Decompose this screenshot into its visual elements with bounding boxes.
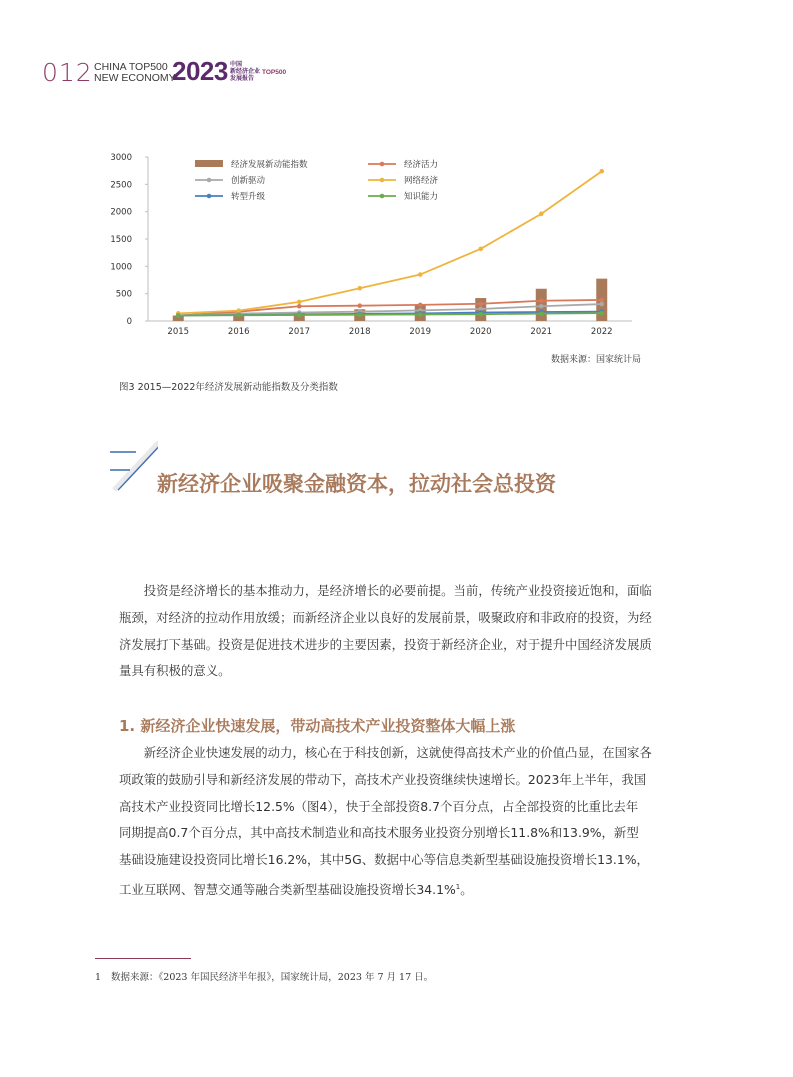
y-tick-label: 2500: [110, 180, 132, 191]
y-tick-label: 0: [126, 317, 132, 327]
logo-line-1: 中国: [230, 61, 243, 68]
footnote-divider: [95, 958, 191, 959]
body-line-6: [119, 874, 672, 904]
body-line-4: 同期提高0.7个百分点，其中高技术制造业和高技术服务业投资分别增长11.8%和13.9%，新型: [119, 825, 639, 841]
legend-swatch-dot: [380, 178, 385, 183]
report-year-logo: 2023: [172, 56, 228, 86]
y-tick-label: 1000: [110, 262, 132, 273]
legend-label: 转型升级: [231, 192, 266, 202]
intro-line-2: 瓶颈，对经济的拉动作用放缓；而新经济企业以良好的发展前景，吸聚政府和非政府的投资，为经: [119, 609, 652, 625]
series-point-network_economy: [418, 272, 423, 277]
y-tick-label: 500: [115, 289, 132, 300]
footnote-number: 1: [95, 972, 102, 983]
x-tick-label: 2015: [167, 327, 190, 337]
body-line-6-text: 工业互联网、智慧交通等融合类新型基础设施投资增长34.1%: [119, 882, 456, 898]
series-point-knowledge_capability: [297, 313, 302, 318]
data-source-note: 数据来源：国家统计局: [550, 355, 641, 365]
page-number: 012: [42, 58, 93, 87]
footnote-text: 数据来源：《2023 年国民经济半年报》，国家统计局，2023 年 7 月 17 日。: [111, 972, 434, 983]
body-line-1: 新经济企业快速发展的动力，核心在于科技创新，这就使得高技术产业的价值凸显，在国家各: [119, 745, 652, 760]
series-point-network_economy: [599, 169, 604, 174]
x-tick-label: 2021: [530, 327, 553, 337]
series-point-innovation_driven: [539, 304, 544, 309]
y-tick-label: 2000: [110, 207, 132, 218]
logo-line-3: 发展报告: [230, 75, 255, 82]
series-point-economic_vitality: [599, 298, 604, 303]
intro-line-1: 投资是经济增长的基本推动力，是经济增长的必要前提。当前，传统产业投资接近饱和，面临: [119, 583, 652, 598]
legend-swatch-dot: [380, 162, 385, 167]
x-tick-label: 2020: [469, 327, 492, 337]
body-line-2: 项政策的鼓励引导和新经济发展的带动下，高技术产业投资继续快速增长。2023年上半年，我国: [119, 771, 647, 787]
series-point-knowledge_capability: [539, 311, 544, 316]
intro-paragraph: [119, 578, 672, 685]
y-tick-label: 1500: [110, 235, 132, 245]
series-point-innovation_driven: [599, 302, 604, 307]
series-point-knowledge_capability: [418, 312, 423, 317]
body-paragraph: [119, 740, 672, 904]
series-line-2: NEW ECONOMY: [94, 72, 176, 84]
intro-line-4: 量具有积极的意义。: [119, 663, 231, 679]
legend-swatch-dot: [380, 194, 385, 199]
body-line-6-end: 。: [460, 882, 473, 898]
series-point-knowledge_capability: [478, 312, 483, 317]
sub-heading: 1. 新经济企业快速发展，带动高技术产业投资整体大幅上涨: [119, 717, 516, 735]
series-point-economic_vitality: [357, 303, 362, 308]
series-point-knowledge_capability: [236, 313, 241, 318]
logo-line-2: 新经济企业: [230, 68, 261, 75]
series-point-network_economy: [357, 286, 362, 291]
section-slash-icon: [108, 440, 158, 492]
body-line-5: 基础设施建设投资同比增长16.2%，其中5G、数据中心等信息类新型基础设施投资增长13.1%，: [119, 852, 649, 868]
legend-label: 经济发展新动能指数: [231, 160, 308, 170]
series-point-economic_vitality: [297, 304, 302, 309]
series-point-network_economy: [539, 212, 544, 217]
legend-label: 创新驱动: [231, 176, 266, 186]
y-tick-label: 3000: [110, 153, 132, 163]
legend-label: 知识能力: [404, 192, 439, 202]
footnote: [95, 969, 433, 983]
series-point-knowledge_capability: [599, 311, 604, 316]
series-point-knowledge_capability: [176, 313, 181, 318]
x-tick-label: 2022: [590, 327, 613, 337]
x-tick-label: 2018: [348, 327, 371, 337]
index-chart: [0, 0, 793, 345]
series-point-network_economy: [236, 308, 241, 313]
legend-swatch-dot: [207, 178, 212, 183]
series-line-1: CHINA TOP500: [94, 61, 168, 73]
series-point-network_economy: [297, 300, 302, 305]
legend-swatch-dot: [207, 194, 212, 199]
x-tick-label: 2017: [288, 327, 311, 337]
body-line-3: 高技术产业投资同比增长12.5%（图4），快于全部投资8.7个百分点，占全部投资的比重比去年: [119, 798, 639, 814]
logo-top500: TOP500: [262, 69, 287, 76]
x-tick-label: 2019: [409, 327, 432, 337]
x-tick-label: 2016: [227, 327, 250, 337]
legend-label: 经济活力: [404, 160, 439, 170]
legend-swatch-bar: [195, 160, 223, 167]
intro-line-3: 济发展打下基础。投资是促进技术进步的主要因素，投资于新经济企业，对于提升中国经济发展质: [119, 636, 652, 652]
series-point-economic_vitality: [418, 303, 423, 308]
footnote-ref[interactable]: 1: [455, 882, 461, 891]
legend-label: 网络经济: [404, 176, 439, 186]
figure-caption: 图3 2015—2022年经济发展新动能指数及分类指数: [119, 382, 338, 393]
series-point-network_economy: [478, 247, 483, 252]
section-title: 新经济企业吸聚金融资本，拉动社会总投资: [157, 472, 556, 496]
series-point-economic_vitality: [539, 298, 544, 303]
series-point-knowledge_capability: [357, 312, 362, 317]
series-point-economic_vitality: [478, 301, 483, 306]
